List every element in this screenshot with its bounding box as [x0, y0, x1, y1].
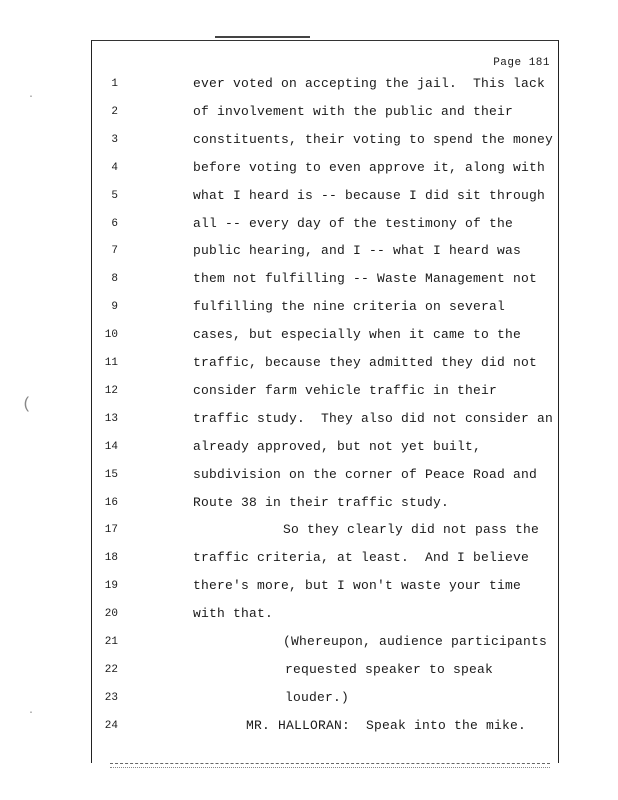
line-text: traffic criteria, at least. And I believe [193, 550, 530, 566]
line-number: 12 [104, 384, 118, 397]
page-number: Page 181 [493, 57, 550, 69]
line-number: 10 [104, 329, 118, 342]
line-number: 11 [104, 357, 118, 369]
line-number: 3 [111, 133, 118, 146]
line-text: there's more, but I won't waste your time [193, 578, 522, 594]
transcript-line [0, 467, 618, 487]
line-text: all -- every day of the testimony of the [193, 215, 514, 231]
line-text: traffic, because they admitted they did not [193, 355, 538, 370]
transcript-line [0, 243, 618, 263]
line-number: 18 [104, 552, 118, 565]
transcript-line [0, 355, 618, 375]
transcript-line [0, 578, 618, 598]
line-number: 4 [111, 161, 118, 174]
transcript-line [0, 299, 618, 319]
line-number: 2 [111, 105, 118, 118]
transcript-line [0, 522, 618, 542]
transcript-line [0, 550, 618, 570]
transcript-line [0, 327, 618, 347]
margin-speck: · [28, 708, 35, 719]
transcript-line [0, 690, 618, 710]
transcript-line [0, 606, 618, 626]
line-text: subdivision on the corner of Peace Road and [193, 466, 538, 482]
line-text: So they clearly did not pass the [283, 522, 540, 538]
transcript-line [0, 271, 618, 291]
line-text: MR. HALLORAN: Speak into the mike. [246, 717, 527, 733]
line-number: 17 [104, 524, 118, 537]
transcript-line [0, 132, 618, 152]
line-text: ever voted on accepting the jail. This lack [193, 76, 546, 91]
line-text: what I heard is -- because I did sit through [193, 187, 546, 203]
transcript-line [0, 634, 618, 654]
line-text: louder.) [285, 689, 350, 705]
line-number: 13 [104, 412, 118, 425]
line-number: 15 [104, 468, 118, 481]
line-text: traffic study. They also did not consider an [193, 410, 554, 426]
line-number: 9 [111, 301, 118, 314]
transcript-line [0, 216, 618, 236]
line-text: constituents, their voting to spend the money [193, 131, 554, 147]
line-number: 21 [104, 636, 118, 648]
transcript-line [0, 383, 618, 403]
line-text: (Whereupon, audience participants [283, 634, 548, 649]
line-number: 1 [111, 78, 118, 90]
transcript-line [0, 495, 618, 515]
line-number: 6 [111, 217, 118, 230]
line-text: before voting to even approve it, along with [193, 159, 546, 175]
line-text: already approved, but not yet built, [193, 438, 482, 454]
scan-artifact-bottom [110, 763, 550, 768]
line-number: 8 [111, 273, 118, 286]
line-number: 24 [104, 719, 118, 732]
line-number: 5 [111, 189, 118, 202]
transcript-line [0, 718, 618, 738]
line-text: public hearing, and I -- what I heard was [193, 243, 522, 259]
line-text: them not fulfilling -- Waste Management not [193, 271, 538, 287]
transcript-line [0, 662, 618, 682]
transcript-line [0, 76, 618, 96]
line-text: with that. [193, 606, 274, 622]
margin-speck: · [28, 92, 35, 103]
line-number: 7 [111, 245, 118, 258]
scan-artifact-top [215, 36, 310, 38]
margin-speck: ( [22, 395, 32, 413]
line-number: 23 [104, 691, 118, 704]
line-text: cases, but especially when it came to the [193, 327, 522, 343]
line-text: fulfilling the nine criteria on several [193, 299, 506, 315]
line-number: 16 [104, 496, 118, 509]
line-number: 14 [104, 440, 118, 453]
line-number: 22 [104, 663, 118, 676]
line-text: Route 38 in their traffic study. [193, 494, 450, 510]
transcript-line [0, 188, 618, 208]
line-text: requested speaker to speak [285, 661, 494, 677]
transcript-line [0, 104, 618, 124]
line-number: 19 [104, 580, 118, 593]
line-text: of involvement with the public and their [193, 103, 514, 119]
transcript-line [0, 160, 618, 180]
line-text: consider farm vehicle traffic in their [193, 382, 498, 398]
line-number: 20 [104, 608, 118, 621]
transcript-line [0, 439, 618, 459]
transcript-line [0, 411, 618, 431]
